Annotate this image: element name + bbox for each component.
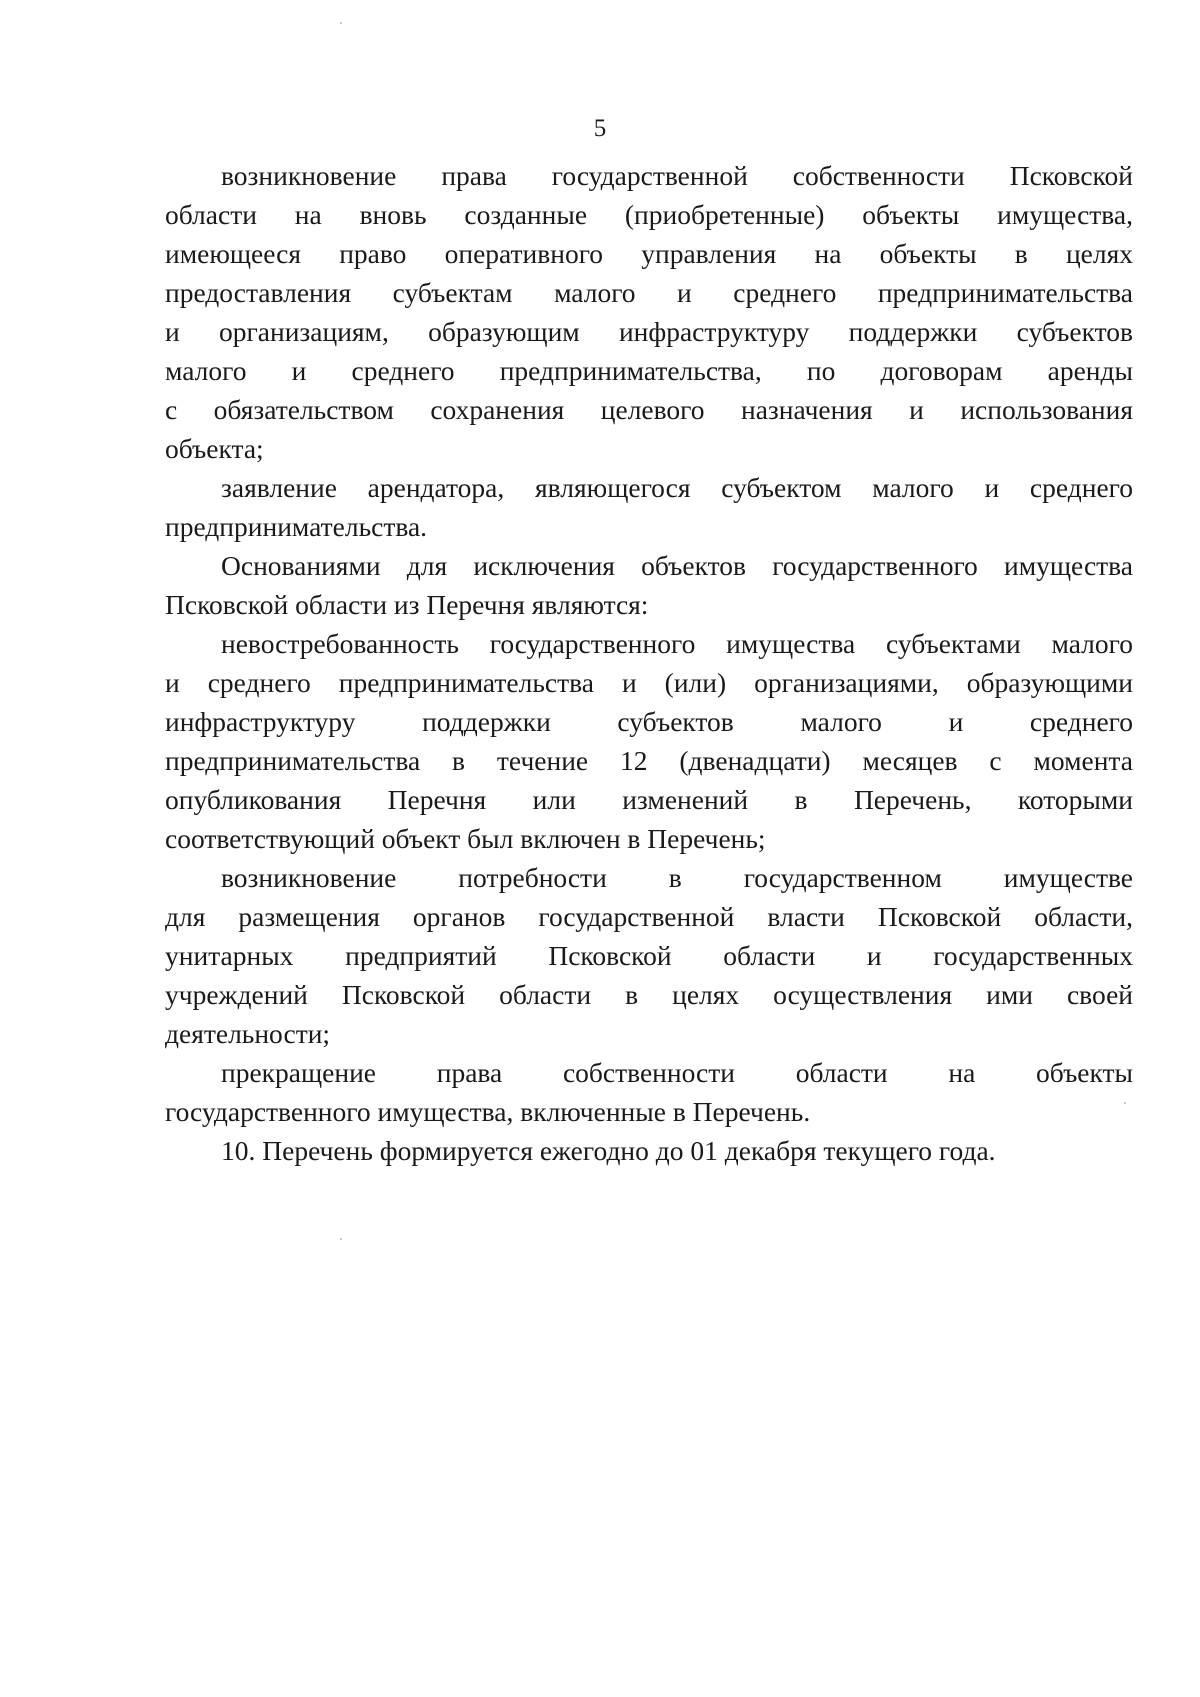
text-line: Псковской области из Перечня являются:	[165, 589, 649, 620]
text-line: и среднего предпринимательства и (или) организациями, образующими	[165, 667, 1133, 698]
text-line: соответствующий объект был включен в Перечень;	[165, 823, 766, 854]
paragraph	[165, 156, 1133, 468]
text-line: возникновение права государственной собственности Псковской	[221, 160, 1133, 191]
text-line: учреждений Псковской области в целях осуществления ими своей	[165, 979, 1133, 1010]
paragraph	[165, 858, 1133, 1053]
text-line: унитарных предприятий Псковской области и государственных	[165, 940, 1133, 971]
page-number: 5	[593, 115, 607, 142]
text-line: предпринимательства.	[165, 511, 428, 542]
text-line: предоставления субъектам малого и среднего предпринимательства	[165, 277, 1133, 308]
paragraph	[165, 1053, 1133, 1131]
text-line: объекта;	[165, 433, 264, 464]
text-line: Основаниями для исключения объектов государственного имущества	[221, 550, 1133, 581]
paragraph	[165, 1131, 1133, 1170]
text-line: невостребованность государственного имущества субъектами малого	[221, 628, 1133, 659]
text-line: опубликования Перечня или изменений в Перечень, которыми	[165, 784, 1133, 815]
text-line: с обязательством сохранения целевого назначения и использования	[165, 394, 1133, 425]
document-body	[165, 156, 1133, 1170]
text-line: для размещения органов государственной власти Псковской области,	[165, 901, 1133, 932]
paragraph	[165, 546, 1133, 624]
text-line: предпринимательства в течение 12 (двенадцати) месяцев с момента	[165, 745, 1133, 776]
text-line: имеющееся право оперативного управления на объекты в целях	[165, 238, 1133, 269]
text-line: области на вновь созданные (приобретенные) объекты имущества,	[165, 199, 1133, 230]
text-line: заявление арендатора, являющегося субъектом малого и среднего	[221, 472, 1133, 503]
text-line: 10. Перечень формируется ежегодно до 01 декабря текущего года.	[221, 1135, 996, 1166]
scan-speck	[340, 22, 342, 24]
text-line: государственного имущества, включенные в Перечень.	[165, 1096, 811, 1127]
text-line: возникновение потребности в государственном имуществе	[221, 862, 1133, 893]
text-line: инфраструктуру поддержки субъектов малого и среднего	[165, 706, 1133, 737]
text-line: деятельности;	[165, 1018, 331, 1049]
scan-speck	[340, 1238, 342, 1240]
paragraph	[165, 624, 1133, 858]
text-line: и организациям, образующим инфраструктуру поддержки субъектов	[165, 316, 1133, 347]
text-line: прекращение права собственности области на объекты	[221, 1057, 1133, 1088]
text-line: малого и среднего предпринимательства, по договорам аренды	[165, 355, 1133, 386]
paragraph	[165, 468, 1133, 546]
